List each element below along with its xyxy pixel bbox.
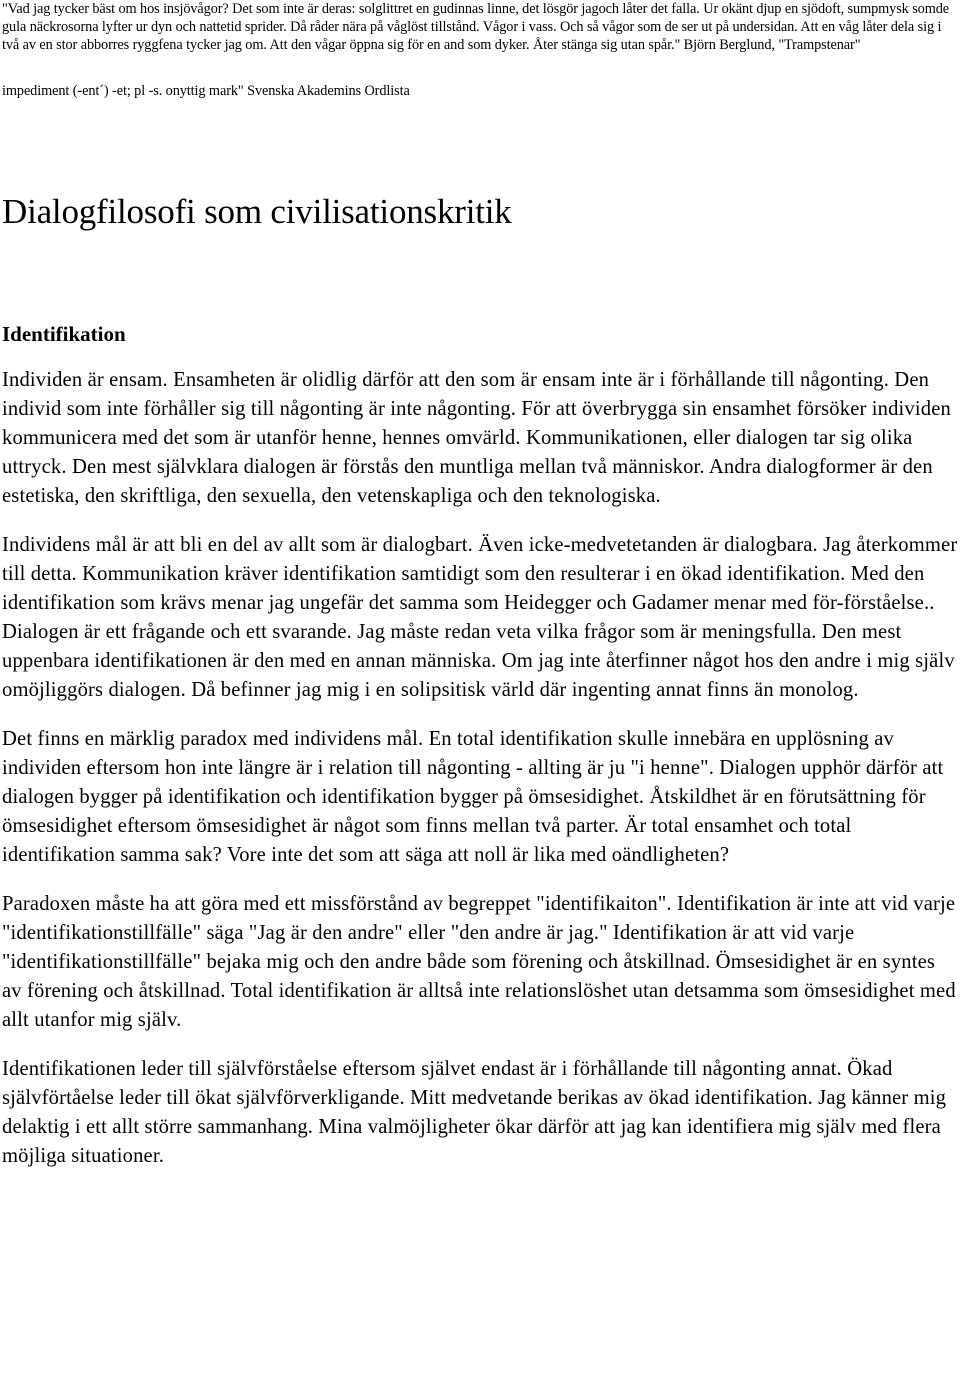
section-heading: Identifikation xyxy=(2,322,126,346)
body-paragraph: Individens mål är att bli en del av allt som är dialogbart. Även icke-medvetetanden är dialogbara. Jag återkommer till detta. Kommunikation kräver identifikation samtidigt som den resulterar i en ökad identifikation. Med den identifikation som krävs menar jag ungefär det samma som Heidegger och Gadamer menar med för-förståelse.. Dialogen är ett frågande och ett svarande. Jag måste redan veta vilka frågor som är meningsfulla. Den mest uppenbara identifikationen är den med en annan människa. Om jag inte återfinner något hos den andre i mig själv omöjliggörs dialogen. Då befinner jag mig i en solipsitisk värld där ingenting annat finns än monolog. xyxy=(2,534,958,701)
body-paragraph: Identifikationen leder till självförståelse eftersom självet endast är i förhållande till någonting annat. Ökad självförtåelse leder till ökat självförverkligande. Mitt medvetande berikas av ökad identifikation. Jag känner mig delaktig i ett allt större sammanhang. Mina valmöjligheter ökar därför att jag kan identifiera mig själv med flera möjliga situationer. xyxy=(2,1058,947,1167)
dictionary-definition: impediment (-ent´) -et; pl -s. onyttig mark" Svenska Akademins Ordlista xyxy=(2,83,410,99)
page-title: Dialogfilosofi som civilisationskritik xyxy=(2,192,512,231)
body-paragraph: Individen är ensam. Ensamheten är olidlig därför att den som är ensam inte är i förhållande till någonting. Den individ som inte förhåller sig till någonting är inte någonting. För att överbrygga sin ensamhet försöker individen kommunicera med det som är utanför henne, hennes omvärld. Kommunikationen, eller dialogen tar sig olika uttryck. Den mest självklara dialogen är förstås den muntliga mellan två människor. Andra dialogformer är den estetiska, den skriftliga, den sexuella, den vetenskapliga och den teknologiska. xyxy=(2,369,951,507)
epigraph-quote: "Vad jag tycker bäst om hos insjövågor? Det som inte är deras: solglittret en gudinnas linne, det lösgör jagoch låter det falla. Ur okänt djup en sjödoft, sumpmysk somde gula näckrosorna lyfter ur dyn och nattetid sprider. Då råder nära på våglöst tillstånd. Vågor i vass. Och så vågor som de ser ut på undersidan. Att en våg låter dela sig i två av en stor abborres ryggfena tycker jag om. Att den vågar öppna sig för en and som dyker. Åter stänga sig utan spår." Björn Berglund, "Trampstenar" xyxy=(2,1,950,53)
body-paragraph: Paradoxen måste ha att göra med ett missförstånd av begreppet "identifikaiton". Identifikation är inte att vid varje "identifikationstillfälle" säga "Jag är den andre" eller "den andre är jag." Identifikation är att vid varje "identifikationstillfälle" bejaka mig och den andre både som förening och åtskillnad. Ömsesidighet är en syntes av förening och åtskillnad. Total identifikation är alltså inte relationslöshet utan detsamma som ömsesidighet med allt utanfor mig själv. xyxy=(2,893,956,1031)
body-paragraph: Det finns en märklig paradox med individens mål. En total identifikation skulle innebära en upplösning av individen eftersom hon inte längre är i relation till någonting - allting är ju "i henne". Dialogen upphör därför att dialogen bygger på identifikation och identifikation bygger på ömsesidighet. Åtskildhet är en förutsättning för ömsesidighet eftersom ömsesidighet är något som finns mellan två parter. Är total ensamhet och total identifikation samma sak? Vore inte det som att säga att noll är lika med oändligheten? xyxy=(2,728,944,866)
